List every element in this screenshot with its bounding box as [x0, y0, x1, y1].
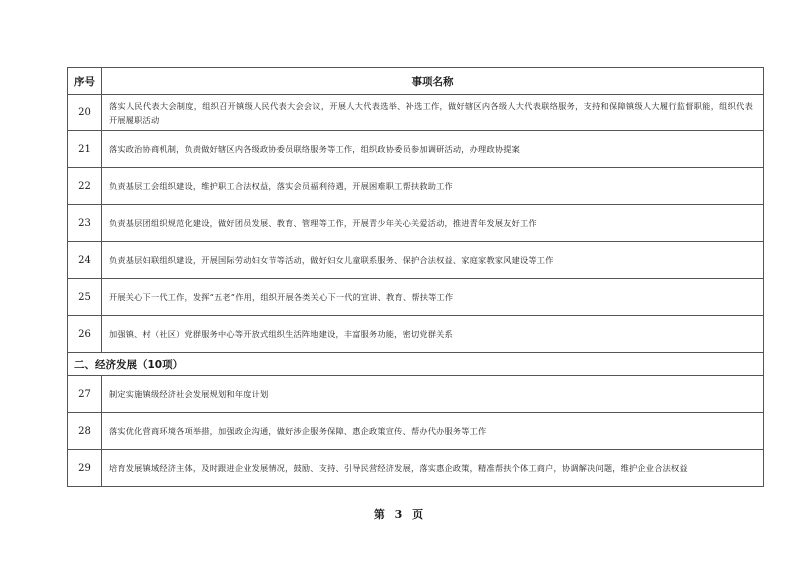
page-number: 第 3 页 — [373, 508, 427, 521]
row-number: 21 — [68, 131, 102, 168]
row-number: 24 — [68, 242, 102, 279]
row-number: 25 — [68, 279, 102, 316]
table-row — [68, 376, 764, 413]
section-header-row — [68, 353, 764, 376]
row-number: 29 — [68, 450, 102, 487]
row-number: 23 — [68, 205, 102, 242]
row-item-name: 培育发展镇域经济主体，及时跟进企业发展情况，鼓励、支持、引导民营经济发展，落实惠企政策，精准帮扶个体工商户，协调解决问题，维护企业合法权益 — [102, 450, 764, 487]
row-item-name: 加强镇、村（社区）党群服务中心等开放式组织生活阵地建设，丰富服务功能，密切党群关系 — [102, 316, 764, 353]
table-row — [68, 413, 764, 450]
row-item-name: 负责基层工会组织建设，维护职工合法权益，落实会员福利待遇，开展困难职工帮扶救助工作 — [102, 168, 764, 205]
row-item-name: 负责基层团组织规范化建设，做好团员发展、教育、管理等工作，开展青少年关心关爱活动，推进青年发展友好工作 — [102, 205, 764, 242]
row-number: 20 — [68, 95, 102, 131]
row-number: 22 — [68, 168, 102, 205]
row-number: 28 — [68, 413, 102, 450]
items-table — [67, 67, 764, 487]
section-title: 二、经济发展（10项） — [68, 353, 764, 376]
table-row — [68, 450, 764, 487]
table-row — [68, 205, 764, 242]
row-number: 27 — [68, 376, 102, 413]
row-item-name: 落实人民代表大会制度，组织召开镇级人民代表大会会议，开展人大代表选举、补选工作，做好辖区内各级人大代表联络服务，支持和保障镇级人大履行监督职能，组织代表开展履职活动 — [102, 95, 764, 131]
table-row — [68, 316, 764, 353]
table-row — [68, 279, 764, 316]
row-number: 26 — [68, 316, 102, 353]
table-header-row — [68, 68, 764, 95]
row-item-name: 开展关心下一代工作，发挥“五老”作用，组织开展各类关心下一代的宣讲、教育、帮扶等工作 — [102, 279, 764, 316]
row-item-name: 落实政治协商机制，负责做好辖区内各级政协委员联络服务等工作，组织政协委员参加调研活动，办理政协提案 — [102, 131, 764, 168]
row-item-name: 制定实施镇级经济社会发展规划和年度计划 — [102, 376, 764, 413]
header-item-name: 事项名称 — [102, 68, 764, 95]
table-row — [68, 168, 764, 205]
table-row — [68, 131, 764, 168]
row-item-name: 负责基层妇联组织建设，开展国际劳动妇女节等活动，做好妇女儿童联系服务、保护合法权益、家庭家教家风建设等工作 — [102, 242, 764, 279]
row-item-name: 落实优化营商环境各项举措，加强政企沟通，做好涉企服务保障、惠企政策宣传、帮办代办服务等工作 — [102, 413, 764, 450]
table-row — [68, 242, 764, 279]
header-number: 序号 — [68, 68, 102, 95]
table-row — [68, 95, 764, 131]
